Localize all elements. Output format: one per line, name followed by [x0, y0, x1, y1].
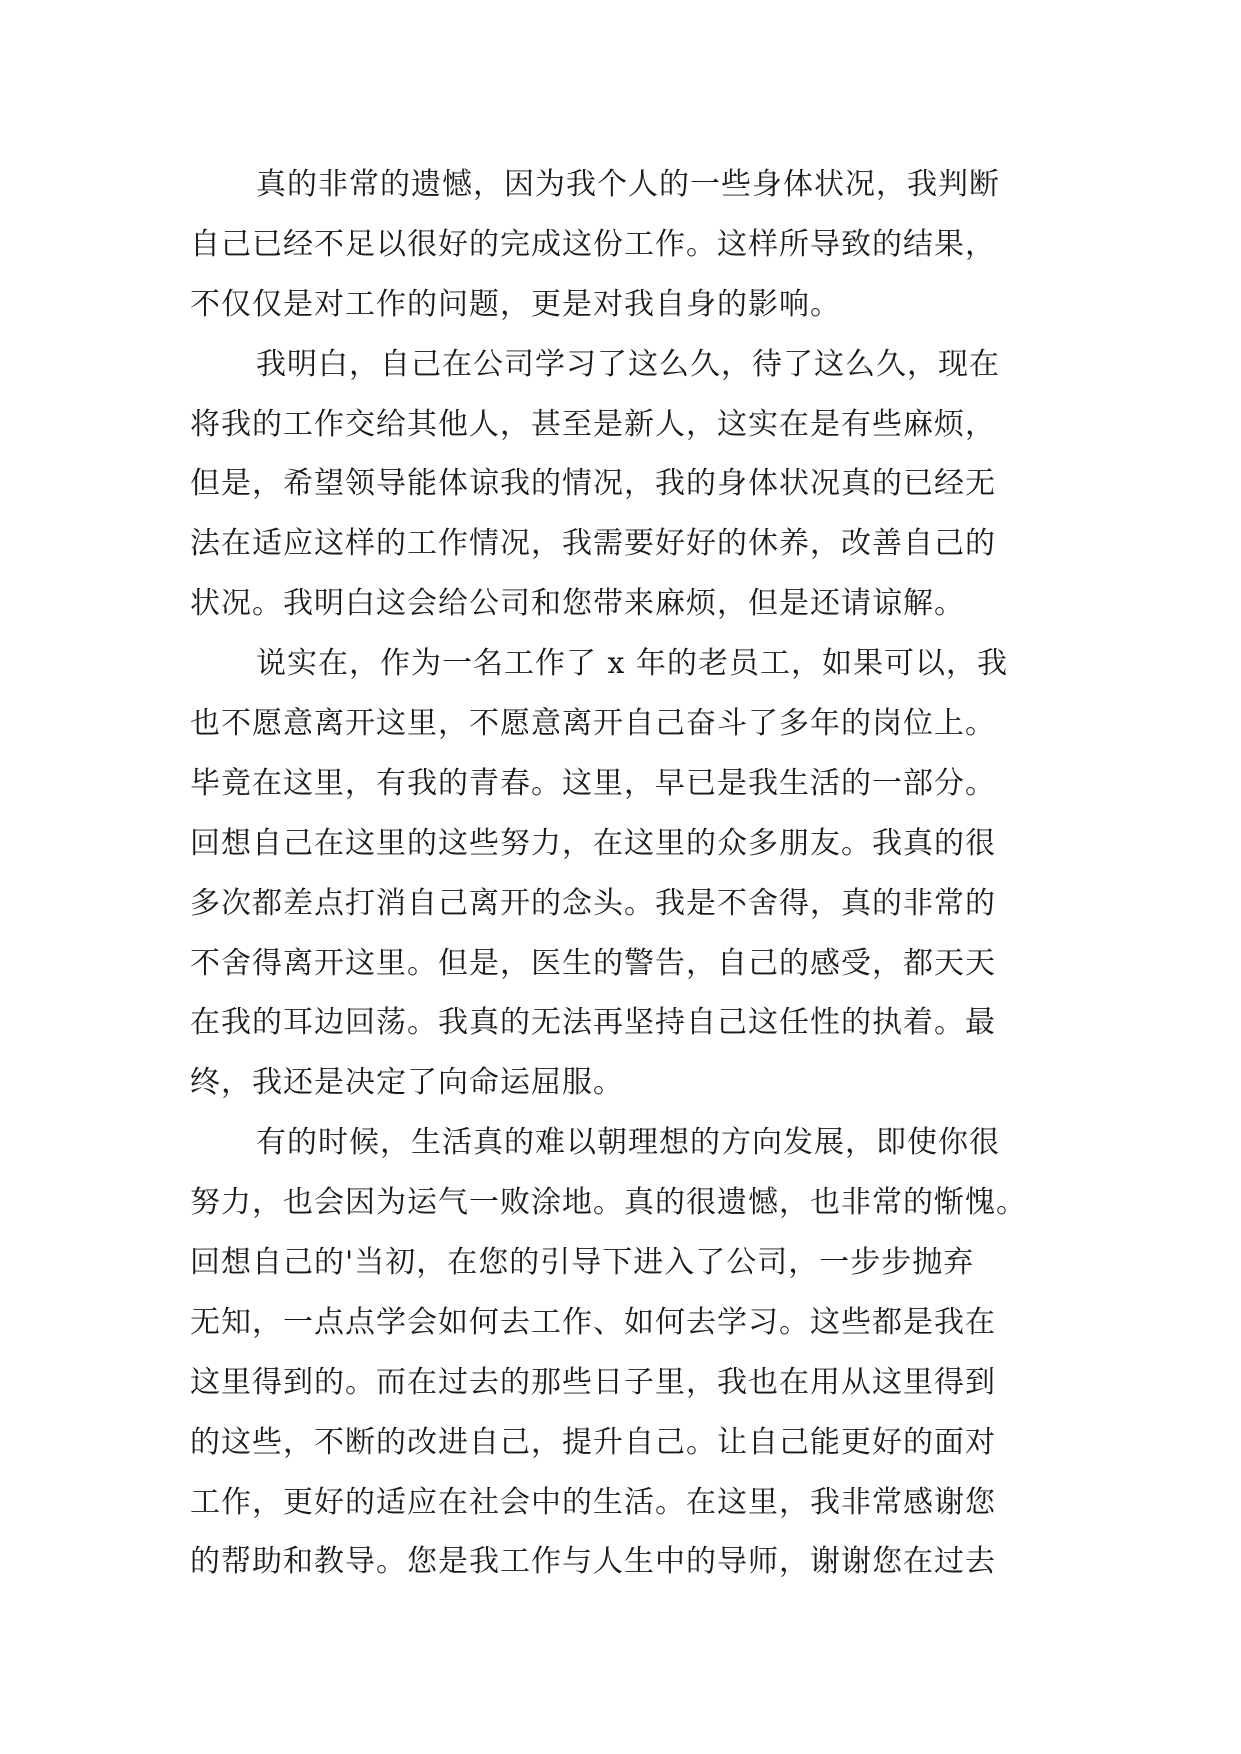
paragraph-line: 的这些，不断的改进自己，提升自己。让自己能更好的面对	[190, 1424, 996, 1460]
paragraph-line: 无知，一点点学会如何去工作、如何去学习。这些都是我在	[190, 1304, 996, 1340]
paragraph-line: 的帮助和教导。您是我工作与人生中的导师，谢谢您在过去	[190, 1544, 996, 1580]
paragraph-line: 自己已经不足以很好的完成这份工作。这样所导致的结果，	[190, 226, 996, 262]
paragraph-line: 工作，更好的适应在社会中的生活。在这里，我非常感谢您	[190, 1484, 996, 1520]
paragraph-line: 状况。我明白这会给公司和您带来麻烦，但是还请谅解。	[190, 586, 965, 622]
paragraph-2	[190, 335, 1090, 634]
paragraph-line: 不仅仅是对工作的问题，更是对我自身的影响。	[190, 286, 841, 322]
paragraph-line: 回想自己在这里的这些努力，在这里的众多朋友。我真的很	[190, 825, 996, 861]
paragraph-line: 终，我还是决定了向命运屈服。	[190, 1065, 624, 1101]
paragraph-line: 回想自己的'当初，在您的引导下进入了公司，一步步抛弃	[190, 1245, 975, 1281]
paragraph-4	[190, 1113, 1090, 1592]
paragraph-line: 但是，希望领导能体谅我的情况，我的身体状况真的已经无	[190, 466, 996, 502]
letter-body	[190, 155, 1090, 1592]
paragraph-line: 多次都差点打消自己离开的念头。我是不舍得，真的非常的	[190, 885, 996, 921]
paragraph-line: 真的非常的遗憾，因为我个人的一些身体状况，我判断	[256, 167, 1000, 202]
paragraph-line: 毕竟在这里，有我的青春。这里，早已是我生活的一部分。	[190, 765, 996, 801]
paragraph-line: 将我的工作交给其他人，甚至是新人，这实在是有些麻烦，	[190, 406, 996, 442]
paragraph-line: 也不愿意离开这里，不愿意离开自己奋斗了多年的岗位上。	[190, 706, 996, 742]
paragraph-line: 我明白，自己在公司学习了这么久，待了这么久，现在	[256, 346, 1000, 382]
paragraph-line: 这里得到的。而在过去的那些日子里，我也在用从这里得到	[190, 1364, 996, 1400]
paragraph-line: 不舍得离开这里。但是，医生的警告，自己的感受，都天天	[190, 945, 996, 981]
paragraph-line: 说实在，作为一名工作了 x 年的老员工，如果可以，我	[256, 646, 1008, 682]
paragraph-1	[190, 155, 1090, 335]
paragraph-line: 有的时候，生活真的难以朝理想的方向发展，即使你很	[256, 1125, 1000, 1161]
paragraph-line: 在我的耳边回荡。我真的无法再坚持自己这任性的执着。最	[190, 1005, 996, 1041]
paragraph-line: 法在适应这样的工作情况，我需要好好的休养，改善自己的	[190, 526, 996, 562]
paragraph-3	[190, 634, 1090, 1113]
paragraph-line: 努力，也会因为运气一败涂地。真的很遗憾，也非常的惭愧。	[190, 1185, 1027, 1221]
